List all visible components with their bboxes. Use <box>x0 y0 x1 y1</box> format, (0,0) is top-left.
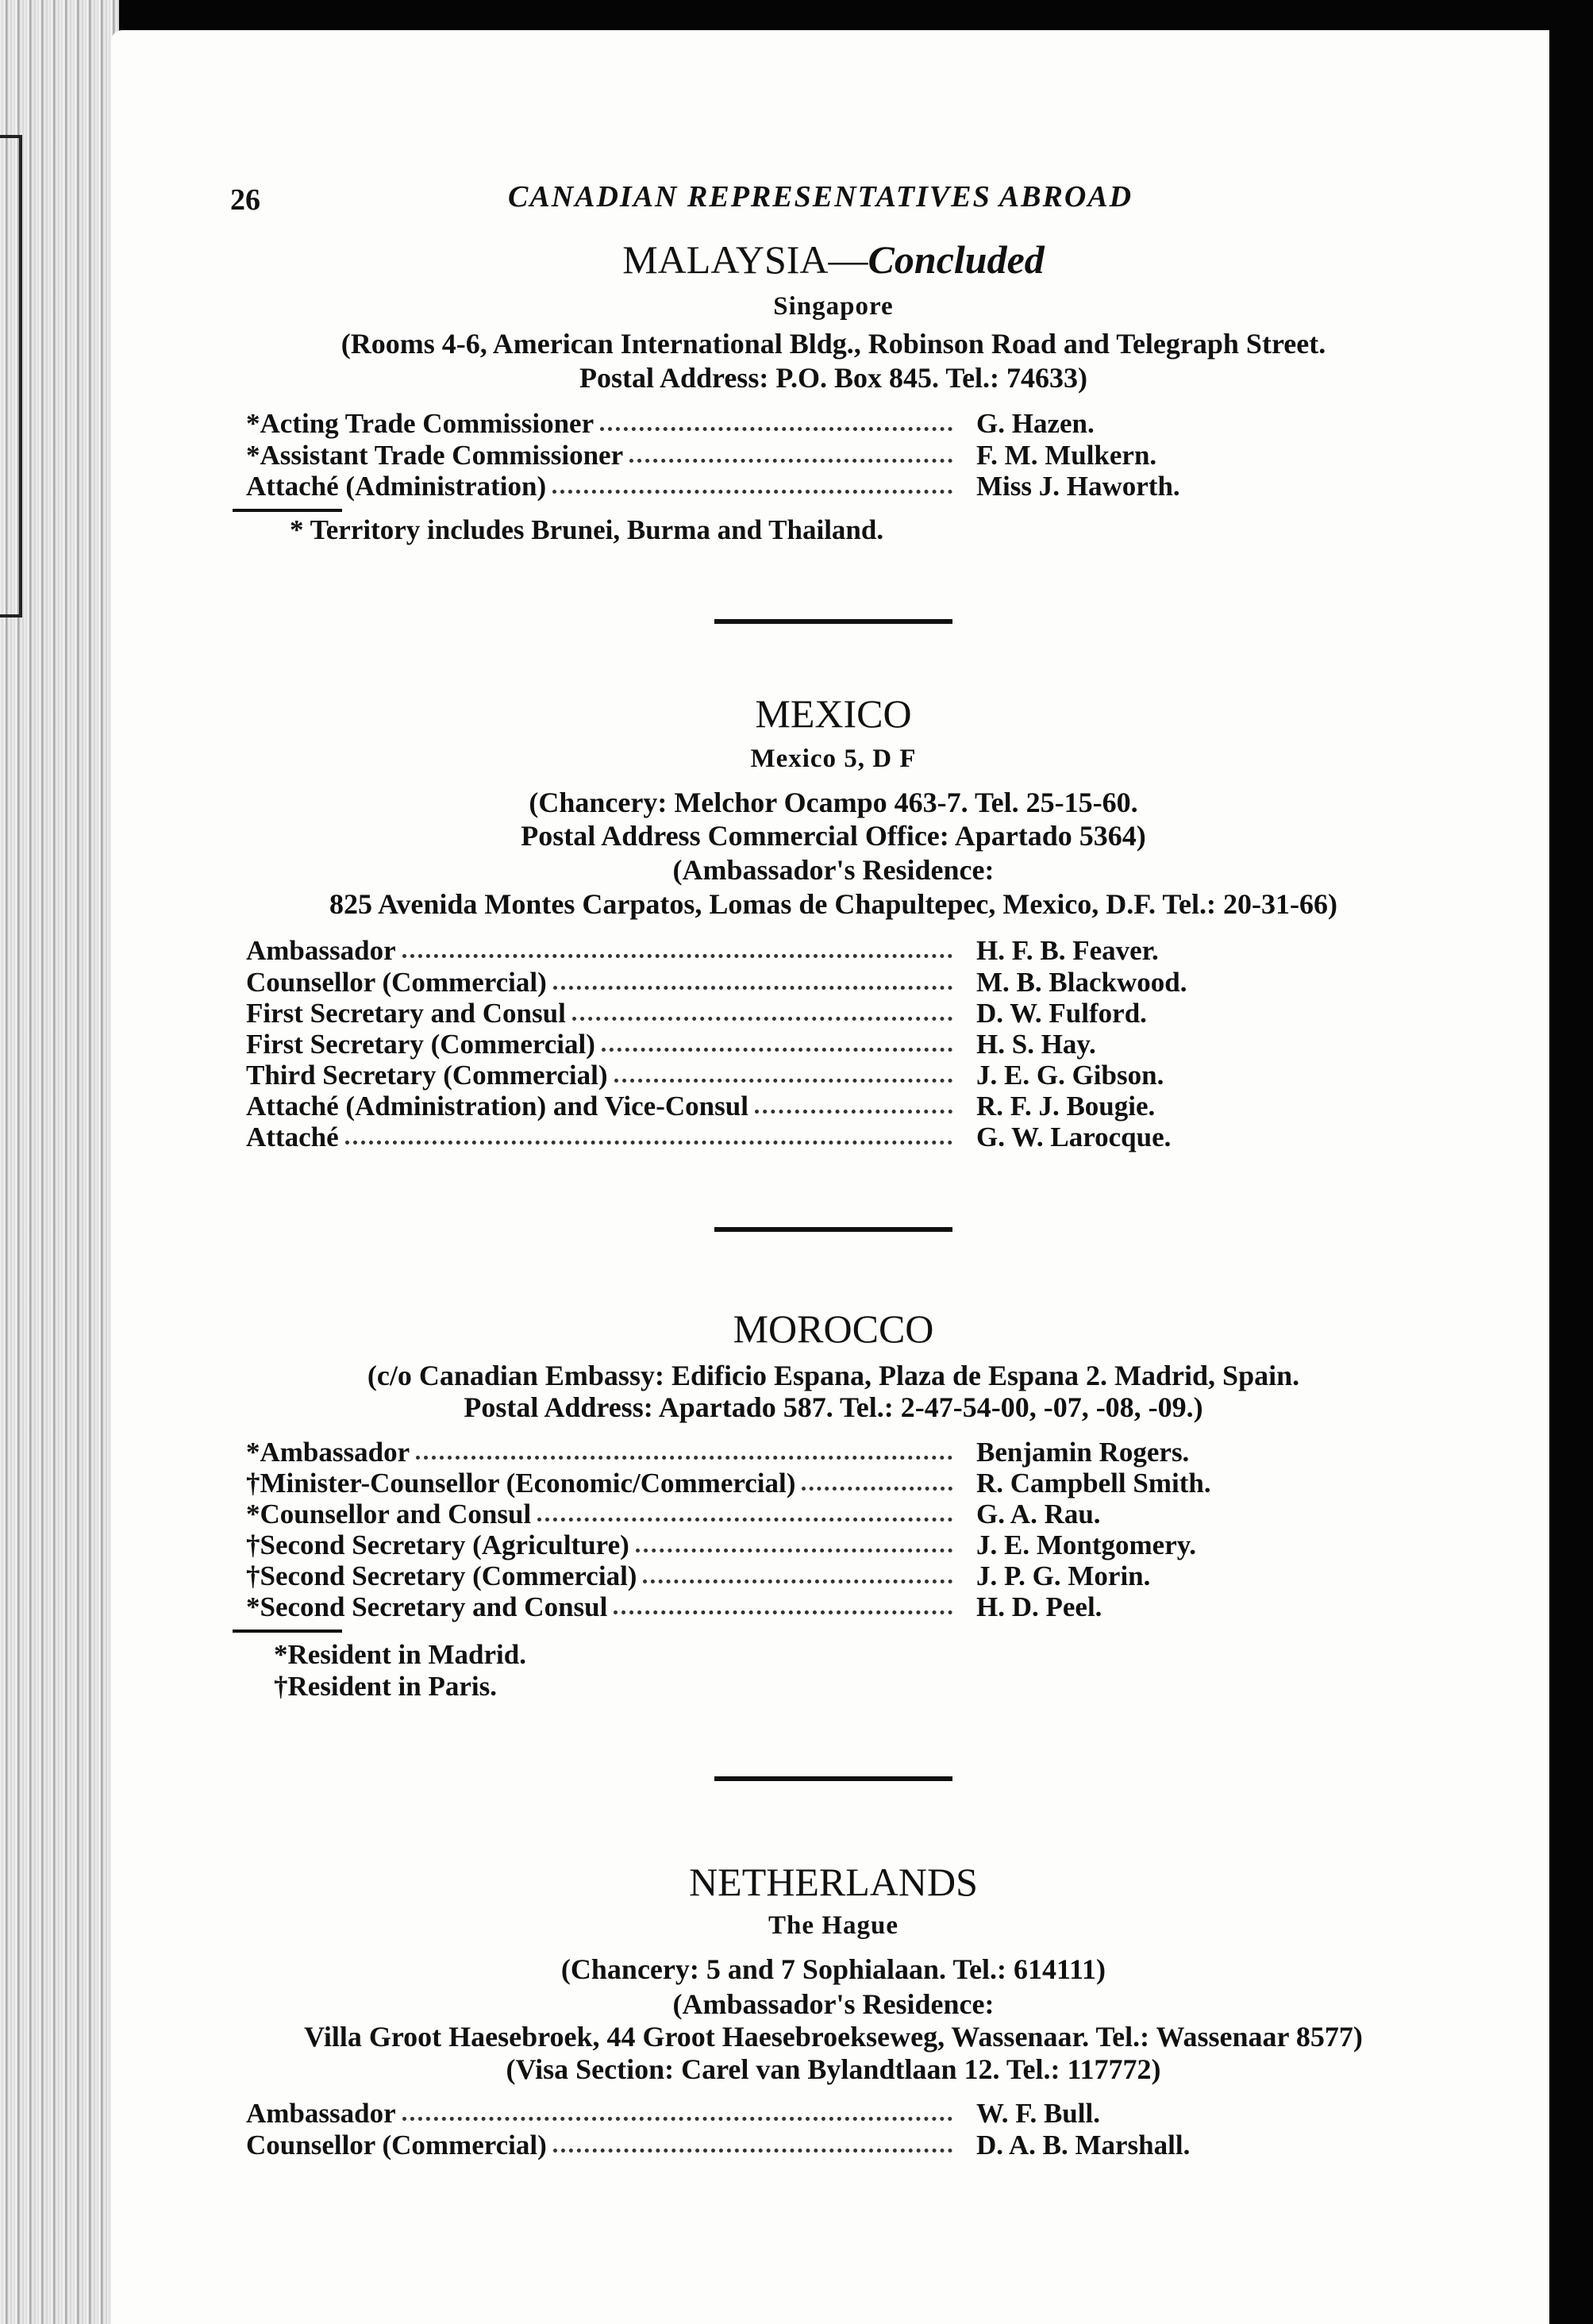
city-the-hague: The Hague <box>768 1911 898 1940</box>
address-line: (Chancery: 5 and 7 Sophialaan. Tel.: 614111) <box>560 1953 1106 1985</box>
country-heading-morocco: MOROCCO <box>733 1306 934 1351</box>
section-separator <box>714 1227 952 1232</box>
staff-row: Attaché (Administration) and Vice-Consul R. F. J. Bougie. <box>246 1091 1156 1122</box>
scan-top-border <box>0 0 1593 30</box>
page-number: 26 <box>230 183 260 217</box>
footnote: †Resident in Paris. <box>274 1671 497 1702</box>
staff-row: †Second Secretary (Agriculture) J. E. Montgomery. <box>246 1529 1197 1560</box>
staff-row: Third Secretary (Commercial) J. E. G. Gibson. <box>246 1060 1164 1091</box>
running-head: CANADIAN REPRESENTATIVES ABROAD <box>508 180 1133 214</box>
footnote-rule <box>233 509 342 512</box>
staff-row: Ambassador W. F. Bull. <box>246 2098 1100 2129</box>
address-line: Villa Groot Haesebroek, 44 Groot Haesebroekseweg, Wassenaar. Tel.: Wassenaar 8577) <box>304 2021 1363 2053</box>
staff-row: *Acting Trade Commissioner G. Hazen. <box>246 408 1095 439</box>
country-heading-mexico: MEXICO <box>755 691 912 736</box>
footnote-rule <box>233 1629 342 1633</box>
section-separator <box>714 1776 952 1781</box>
staff-row: First Secretary and Consul D. W. Fulford. <box>246 998 1147 1029</box>
address-line: Postal Address Commercial Office: Apartado 5364) <box>521 820 1146 852</box>
address-line: (Chancery: Melchor Ocampo 463-7. Tel. 25-15-60. <box>529 787 1138 818</box>
staff-row: *Assistant Trade Commissioner F. M. Mulkern. <box>246 440 1157 471</box>
address-line: Postal Address: P.O. Box 845. Tel.: 74633) <box>579 362 1088 394</box>
staff-row: Ambassador H. F. B. Feaver. <box>246 935 1159 966</box>
address-line: (c/o Canadian Embassy: Edificio Espana, Plaza de Espana 2. Madrid, Spain. <box>367 1360 1300 1391</box>
footnote: *Resident in Madrid. <box>274 1639 526 1670</box>
country-heading-malaysia: MALAYSIA—Concluded <box>622 237 1045 282</box>
staff-row: *Counsellor and Consul G. A. Rau. <box>246 1499 1101 1529</box>
address-line: (Ambassador's Residence: <box>672 1988 995 2020</box>
city-mexico: Mexico 5, D F <box>750 745 917 773</box>
staff-row: Counsellor (Commercial) D. A. B. Marshall. <box>246 2130 1191 2160</box>
city-singapore: Singapore <box>773 292 894 321</box>
address-line: (Rooms 4-6, American International Bldg., Robinson Road and Telegraph Street. <box>341 328 1326 360</box>
address-line: (Visa Section: Carel van Bylandtlaan 12. Tel.: 117772) <box>506 2053 1161 2085</box>
footnote: * Territory includes Brunei, Burma and Thailand. <box>290 514 884 545</box>
staff-row: Attaché G. W. Larocque. <box>246 1122 1172 1152</box>
scan-right-border <box>1549 0 1593 2324</box>
staff-row: *Second Secretary and Consul H. D. Peel. <box>246 1591 1102 1622</box>
book-binding-edge <box>0 0 119 2324</box>
staff-row: †Second Secretary (Commercial) J. P. G. Morin. <box>246 1560 1151 1591</box>
staff-row: *Ambassador Benjamin Rogers. <box>246 1437 1190 1468</box>
address-line: (Ambassador's Residence: <box>672 854 995 886</box>
staff-row: †Minister-Counsellor (Economic/Commercial) R. Campbell Smith. <box>246 1468 1211 1499</box>
staff-row: Attaché (Administration) Miss J. Haworth. <box>246 471 1180 502</box>
staff-row: Counsellor (Commercial) M. B. Blackwood. <box>246 967 1187 998</box>
address-line: 825 Avenida Montes Carpatos, Lomas de Chapultepec, Mexico, D.F. Tel.: 20-31-66) <box>329 888 1337 920</box>
country-heading-netherlands: NETHERLANDS <box>689 1860 978 1904</box>
section-separator <box>714 619 952 624</box>
staff-row: First Secretary (Commercial) H. S. Hay. <box>246 1029 1096 1060</box>
address-line: Postal Address: Apartado 587. Tel.: 2-47-54-00, -07, -08, -09.) <box>464 1391 1203 1423</box>
